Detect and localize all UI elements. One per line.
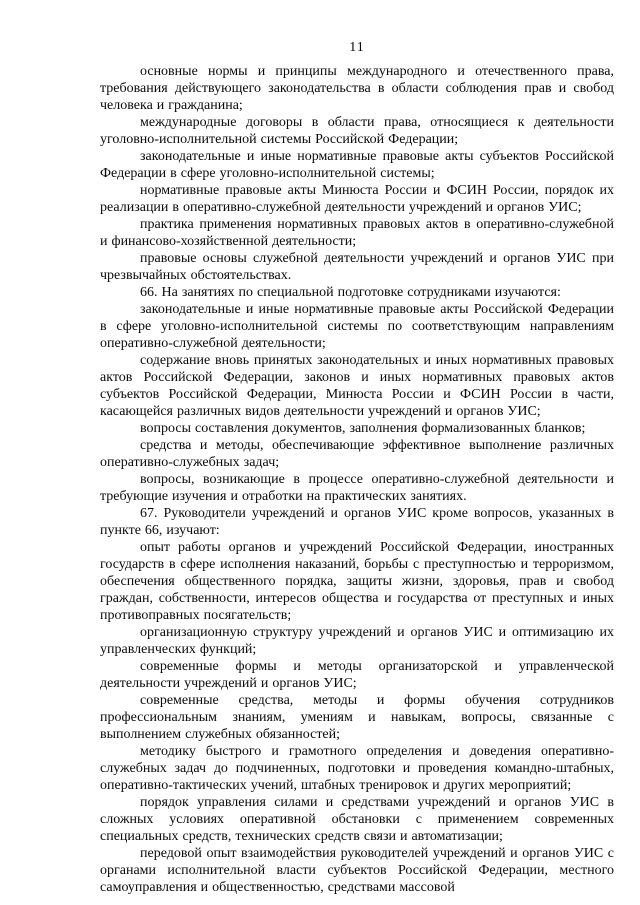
paragraph: современные средства, методы и формы обучения сотрудников профессиональным знаниям, умениям и навыкам, вопросы, связанные с выполнением служебных обязанностей; [100, 693, 614, 742]
paragraph: методику быстрого и грамотного определения и доведения оперативно-служебных задач до подчиненных, подготовки и проведения командно-штабных, оперативно-тактических учений, штабных тренировок и других мероприятий; [100, 744, 614, 793]
paragraph: вопросы составления документов, заполнения формализованных бланков; [140, 421, 586, 436]
paragraph: средства и методы, обеспечивающие эффективное выполнение различных оперативно-служебных задач; [100, 438, 614, 470]
paragraph: законодательные и иные нормативные правовые акты субъектов Российской Федерации в сфере уголовно-исполнительной системы; [100, 149, 614, 181]
paragraph: законодательные и иные нормативные правовые акты Российской Федерации в сфере уголовно-исполнительной системы по соответствующим направлениям оперативно-служебной деятельности; [100, 302, 614, 351]
paragraph: содержание вновь принятых законодательных и иных нормативных правовых актов Российской Федерации, законов и иных нормативных правовых актов субъектов Российской Федерации, Минюста России и ФСИН России в части, касающейся различных видов деятельности учреждений и органов УИС; [100, 353, 614, 419]
paragraph: практика применения нормативных правовых актов в оперативно-служебной и финансово-хозяйственной деятельности; [100, 217, 614, 249]
paragraph: нормативные правовые акты Минюста России и ФСИН России, порядок их реализации в оперативно-служебной деятельности учреждений и органов УИС; [100, 183, 614, 215]
paragraph: правовые основы служебной деятельности учреждений и органов УИС при чрезвычайных обстоятельствах. [100, 251, 614, 283]
paragraph: современные формы и методы организаторской и управленческой деятельности учреждений и органов УИС; [100, 659, 614, 691]
paragraph-clause-67: 67. Руководители учреждений и органов УИС кроме вопросов, указанных в пункте 66, изучают: [100, 506, 614, 538]
paragraph: опыт работы органов и учреждений Российской Федерации, иностранных государств в сфере исполнения наказаний, борьбы с преступностью и терроризмом, обеспечения общественного порядка, защиты жизни, здоровья, прав и свобод граждан, собственности, интересов общества и государства от преступных и иных противоправных посягательств; [100, 540, 614, 623]
paragraph: основные нормы и принципы международного и отечественного права, требования действующего законодательства в области соблюдения прав и свобод человека и гражданина; [100, 64, 614, 113]
page-number: 11 [349, 40, 365, 55]
paragraph: организационную структуру учреждений и органов УИС и оптимизацию их управленческих функций; [100, 625, 614, 657]
paragraph: вопросы, возникающие в процессе оперативно-служебной деятельности и требующие изучения и отработки на практических занятиях. [100, 472, 614, 504]
paragraph: передовой опыт взаимодействия руководителей учреждений и органов УИС с органами исполнительной власти субъектов Российской Федерации, местного самоуправления и общественностью, средствами массовой [100, 846, 614, 895]
paragraph-clause-66: 66. На занятиях по специальной подготовке сотрудниками изучаются: [140, 285, 561, 300]
paragraph: международные договоры в области права, относящиеся к деятельности уголовно-исполнительной системы Российской Федерации; [100, 115, 614, 147]
document-body [100, 63, 614, 896]
paragraph: порядок управления силами и средствами учреждений и органов УИС в сложных условиях оперативной обстановки с применением современных специальных средств, технических средств связи и автоматизации; [100, 795, 614, 844]
